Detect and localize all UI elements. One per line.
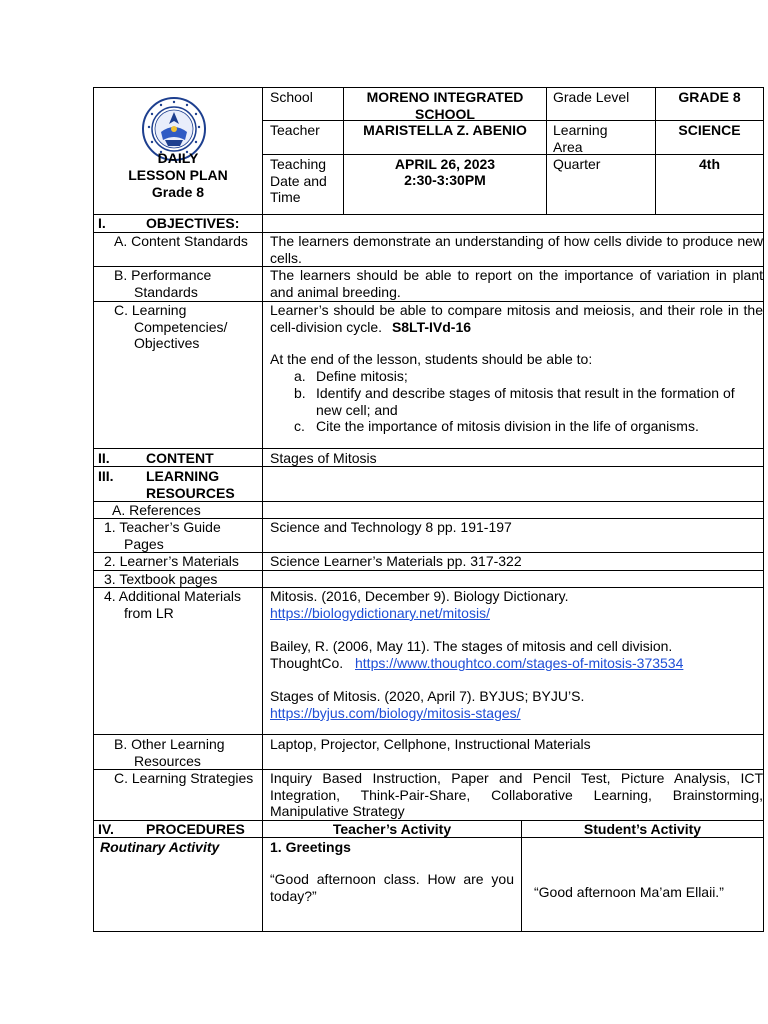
other-resources-text: Laptop, Projector, Cellphone, Instructional Materials <box>270 736 591 752</box>
competencies-text <box>270 302 763 335</box>
teachers-guide-label: 1. Teacher’s Guide Pages <box>104 519 221 552</box>
resources-heading: LEARNING RESOURCES <box>146 468 235 501</box>
date-value: APRIL 26, 2023 <box>394 156 496 172</box>
reference-citation-1: Mitosis. (2016, December 9). Biology Dictionary. <box>270 588 569 604</box>
school-value: MORENO INTEGRATED SCHOOL <box>366 89 524 122</box>
reference-citation-2: Bailey, R. (2006, May 11). The stages of mitosis and cell division. ThoughtCo. <box>270 638 673 671</box>
strategies-text: Inquiry Based Instruction, Paper and Pencil Test, Picture Analysis, ICT Integration, Think-Pair-Share, Collaborative Learning, Brainstorming, Manipulative Strategy <box>270 770 763 819</box>
reference-link-1[interactable]: https://biologydictionary.net/mitosis/ <box>270 605 490 621</box>
teachers-guide-text: Science and Technology 8 pp. 191-197 <box>270 519 512 535</box>
procedures-heading-number: IV. <box>98 821 114 837</box>
content-standards-label: A. Content Standards <box>114 233 248 249</box>
performance-standards-label: B. Performance Standards <box>114 267 212 300</box>
routinary-activity-label: Routinary Activity <box>100 839 220 855</box>
document-title: DAILY LESSON PLAN <box>128 150 228 183</box>
objective-item-a-letter: a. <box>294 368 306 384</box>
learning-area-value: SCIENCE <box>678 122 741 138</box>
student-activity-column-header: Student’s Activity <box>583 821 702 837</box>
competencies-label: C. Learning Competencies/ Objectives <box>114 302 228 351</box>
greetings-title: 1. Greetings <box>270 839 351 855</box>
objectives-heading-number: I. <box>98 215 106 231</box>
content-heading: CONTENT <box>146 450 214 466</box>
teacher-value: MARISTELLA Z. ABENIO <box>363 122 527 138</box>
objective-item-c: Cite the importance of mitosis division in the life of organisms. <box>316 418 699 434</box>
objective-item-b: Identify and describe stages of mitosis that result in the formation of new cell; and <box>316 385 735 418</box>
grade-level-label: Grade Level <box>553 89 630 105</box>
competencies-statement: Learner’s should be able to compare mitosis and meiosis, and their role in the cell-division cycle. <box>270 302 763 335</box>
teacher-activity-column-header: Teacher’s Activity <box>332 821 452 837</box>
time-value: 2:30-3:30PM <box>404 172 486 188</box>
other-resources-label: B. Other Learning Resources <box>114 736 225 769</box>
objective-item-b-letter: b. <box>294 385 306 401</box>
objectives-heading: OBJECTIVES: <box>146 215 240 231</box>
reference-link-2[interactable]: https://www.thoughtco.com/stages-of-mitosis-373534 <box>355 655 684 671</box>
objective-item-c-letter: c. <box>294 418 305 434</box>
competency-code: S8LT-IVd-16 <box>391 318 472 335</box>
textbook-pages-label: 3. Textbook pages <box>104 571 218 587</box>
additional-materials-label: 4. Additional Materials from LR <box>104 588 241 621</box>
quarter-label: Quarter <box>553 156 601 172</box>
content-heading-number: II. <box>98 450 110 466</box>
content-standards-text: The learners demonstrate an understanding of how cells divide to produce new cells. <box>270 233 763 266</box>
content-text: Stages of Mitosis <box>270 450 377 466</box>
grade-level-value: GRADE 8 <box>678 89 741 105</box>
date-label: Teaching Date and Time <box>270 156 327 205</box>
resources-heading-number: III. <box>98 468 114 484</box>
learners-materials-label: 2. Learner’s Materials <box>104 553 239 569</box>
reference-link-3[interactable]: https://byjus.com/biology/mitosis-stages/ <box>270 705 521 721</box>
procedures-heading: PROCEDURES <box>146 821 245 837</box>
teacher-greeting-line: “Good afternoon class. How are you today?” <box>270 871 514 904</box>
learners-materials-text: Science Learner’s Materials pp. 317-322 <box>270 553 522 569</box>
performance-standards-text: The learners should be able to report on the importance of variation in plant and animal breeding. <box>270 267 763 300</box>
quarter-value: 4th <box>699 156 720 172</box>
strategies-label: C. Learning Strategies <box>114 770 254 786</box>
teacher-label: Teacher <box>270 122 320 138</box>
learning-area-label: Learning Area <box>553 122 608 155</box>
school-label: School <box>270 89 313 105</box>
references-label: A. References <box>112 502 201 518</box>
reference-citation-3: Stages of Mitosis. (2020, April 7). BYJUS; BYJU’S. <box>270 688 585 704</box>
objective-item-a: Define mitosis; <box>316 368 408 384</box>
student-greeting-line: “Good afternoon Ma’am Ellaii.” <box>534 884 724 900</box>
end-of-lesson-intro: At the end of the lesson, students should be able to: <box>270 351 593 367</box>
document-grade: Grade 8 <box>151 184 205 200</box>
